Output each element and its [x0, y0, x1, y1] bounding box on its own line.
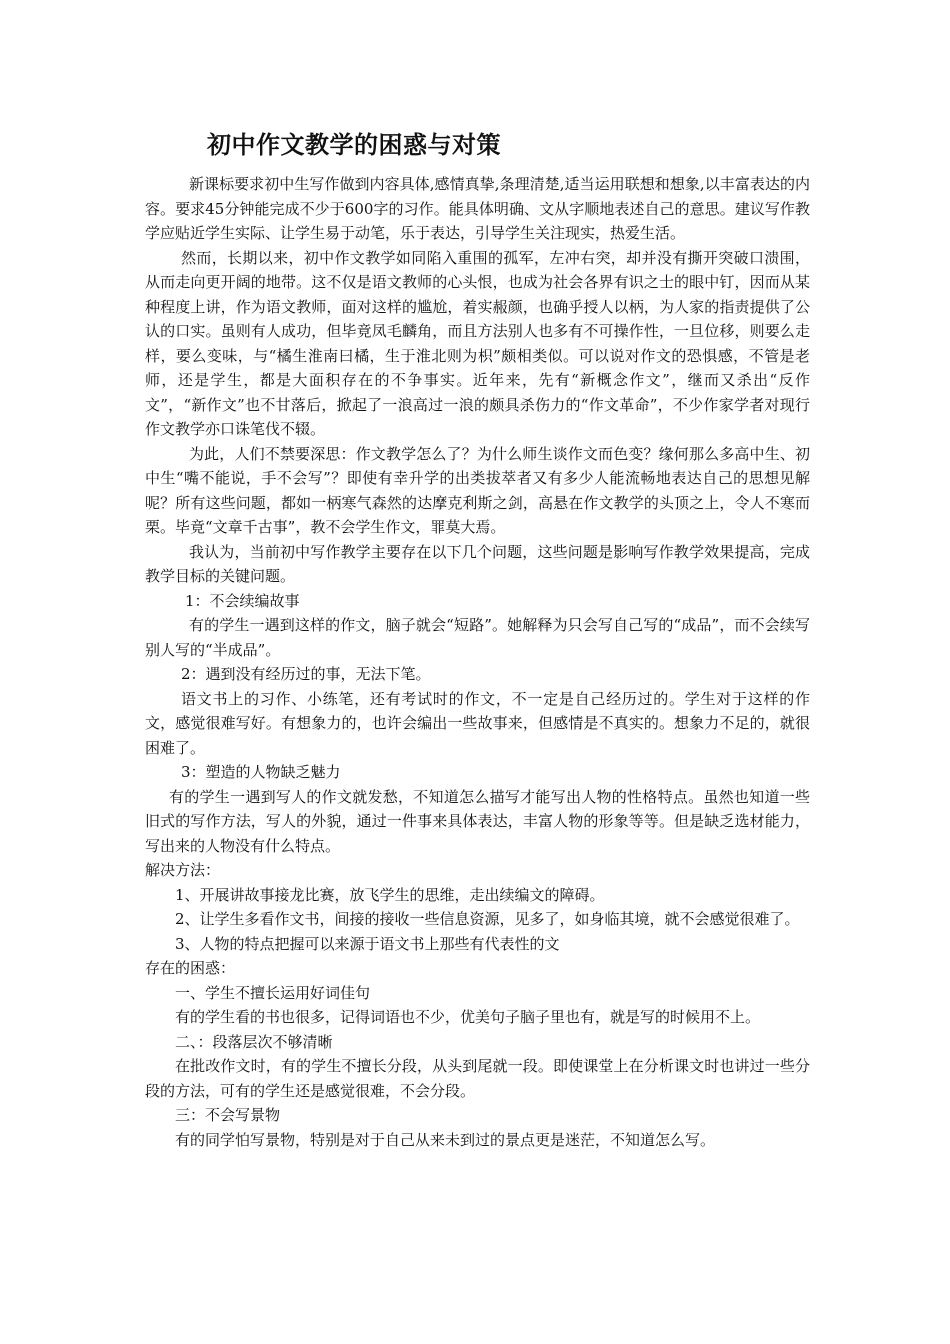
heading-confusions: 存在的困惑： — [145, 959, 236, 977]
paragraph-long-term-problem: 然而，长期以来，初中作文教学如同陷入重围的孤军，左冲右突，却并没有撕开突破口溃围，从而走向更开阔的地带。这不仅是语文教师的心头恨，也成为社会各界有识之士的眼中钉，因而从某种程度上讲，作为语文教师，面对这样的尴尬，着实赧颜，也确乎授人以柄，为人家的指责提供了公认的口实。虽则有人成功，但毕竟凤毛麟角，而且方法别人也多有不可操作性，一旦位移，则要么走样，要么变味，与“橘生淮南曰橘，生于淮北则为枳”颇相类似。可以说对作文的恐惧感，不管是老师，还是学生，都是大面积存在的不争事实。近年来，先有“新概念作文”，继而又杀出“反作文”，“新作文”也不甘落后，掀起了一浪高过一浪的颇具杀伤力的“作文革命”，不少作家学者对现行作文教学亦口诛笔伐不辍。 — [145, 248, 810, 438]
paragraph-problem-1: 有的学生一遇到这样的作文，脑子就会“短路”。她解释为只会写自己写的“成品”，而不会续写别人写的“半成品”。 — [145, 616, 810, 659]
heading-problem-3: 3：塑造的人物缺乏魅力 — [181, 763, 341, 781]
paragraph-confusion-2: 在批改作文时，有的学生不擅长分段，从头到尾就一段。即使课堂上在分析课文时也讲过一些分段的方法，可有的学生还是感觉很难，不会分段。 — [145, 1057, 810, 1100]
heading-solutions: 解决方法： — [145, 861, 221, 879]
paragraph-confusion-1: 有的学生看的书也很多，记得词语也不少，优美句子脑子里也有，就是写的时候用不上。 — [175, 1008, 761, 1026]
paragraph-confusion-3: 有的同学怕写景物，特别是对于自己从来未到过的景点更是迷茫，不知道怎么写。 — [175, 1130, 716, 1149]
solution-2: 2、让学生多看作文书，间接的接收一些信息资源，见多了，如身临其境，就不会感觉很难了。 — [175, 910, 800, 928]
heading-confusion-2: 二、：段落层次不够清晰 — [175, 1032, 333, 1051]
heading-confusion-3: 三：不会写景物 — [175, 1106, 281, 1124]
heading-problem-1: 1：不会续编故事 — [185, 591, 300, 610]
solution-1: 1、开展讲故事接龙比赛，放飞学生的思维，走出续编文的障碍。 — [175, 885, 605, 904]
paragraph-my-view: 我认为，当前初中写作教学主要存在以下几个问题，这些问题是影响写作教学效果提高，完成教学目标的关键问题。 — [145, 542, 810, 585]
heading-confusion-1: 一、学生不擅长运用好词佳句 — [175, 983, 371, 1002]
heading-problem-2: 2：遇到没有经历过的事，无法下笔。 — [181, 665, 431, 683]
paragraph-reflection: 为此，人们不禁要深思：作文教学怎么了？为什么师生谈作文而色变？缘何那么多高中生、初中生“嘴不能说，手不会写”？即使有幸升学的出类拔萃者又有多少人能流畅地表达自己的思想见解呢？所有这些问题，都如一柄寒气森然的达摩克利斯之剑，高悬在作文教学的头顶之上，令人不寒而栗。毕竟“文章千古事”，教不会学生作文，罪莫大焉。 — [145, 444, 810, 536]
paragraph-problem-2: 语文书上的习作、小练笔，还有考试时的作文，不一定是自己经历过的。学生对于这样的作文，感觉很难写好。有想象力的，也许会编出一些故事来，但感情是不真实的。想象力不足的，就很困难了。 — [145, 689, 810, 757]
document-page — [145, 128, 810, 1152]
document-title: 初中作文教学的困惑与对策 — [207, 130, 501, 159]
paragraph-curriculum-standard: 新课标要求初中生写作做到内容具体,感情真挚,条理清楚,适当运用联想和想象,以丰富表达的内容。要求45分钟能完成不少于600字的习作。能具体明确、文从字顺地表述自己的意思。建议写作教学应贴近学生实际、让学生易于动笔，乐于表达，引导学生关注现实，热爱生活。 — [145, 175, 810, 242]
paragraph-problem-3: 有的学生一遇到写人的作文就发愁，不知道怎么描写才能写出人物的性格特点。虽然也知道一些旧式的写作方法，写人的外貌，通过一件事来具体表达，丰富人物的形象等等。但是缺乏选材能力，写出来的人物没有什么特点。 — [145, 787, 810, 855]
solution-3: 3、人物的特点把握可以来源于语文书上那些有代表性的文 — [175, 934, 560, 953]
